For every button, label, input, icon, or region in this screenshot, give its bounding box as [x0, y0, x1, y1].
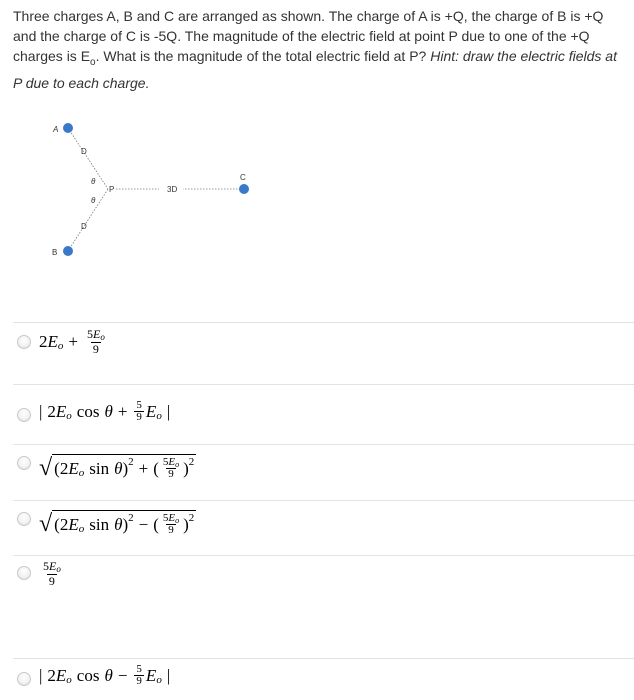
option-math: √ ( 2 E o sin θ ) 2 + ( $\frac{5Eo}{9}$ ) 2: [39, 455, 195, 481]
line-a-p: [68, 128, 108, 189]
answer-option-5[interactable]: [13, 560, 613, 600]
charge-c: [239, 184, 249, 194]
line-b-p: [68, 189, 108, 251]
question-body: Three charges A, B and C are arranged as shown. The charge of A is +Q, the charge of B is +Q and the charge of C is -5Q. The magnitude of the electric field at point P due to one of the +Q charges is E: [13, 8, 604, 64]
option-math: | 2 E o cos θ + $\frac{5}{9}$ E o |: [39, 399, 171, 423]
answer-option-4[interactable]: [13, 508, 613, 558]
divider: [13, 322, 634, 323]
divider: [13, 658, 634, 659]
radio-button[interactable]: [17, 456, 31, 470]
charge-a: [63, 123, 73, 133]
answer-option-6[interactable]: [13, 663, 613, 700]
divider: [13, 444, 634, 445]
option-math: √ ( 2 E o sin θ ) 2 − ( $\frac{5Eo}{9}$ ) 2: [39, 511, 195, 537]
charge-b: [63, 246, 73, 256]
divider: [13, 500, 634, 501]
label-d-bottom: D: [81, 222, 87, 231]
question-text: [13, 6, 625, 93]
option-math: $\frac{5Eo}{9}$: [43, 559, 61, 588]
divider: [13, 555, 634, 556]
label-p: P: [109, 185, 115, 194]
label-d-top: D: [81, 147, 87, 156]
label-c: C: [240, 173, 246, 182]
radio-button[interactable]: [17, 335, 31, 349]
option-math: 2 E o + $\frac{5Eo}{9}$: [39, 327, 105, 356]
label-b: B: [52, 248, 58, 257]
option-math: | 2 E o cos θ − $\frac{5}{9}$ E o |: [39, 663, 171, 687]
question-subscript: o: [90, 56, 96, 68]
radio-button[interactable]: [17, 512, 31, 526]
radio-button[interactable]: [17, 408, 31, 422]
label-theta-bottom: θ: [91, 196, 96, 205]
answer-option-2[interactable]: [13, 400, 613, 440]
radio-button[interactable]: [17, 566, 31, 580]
question-hint: Hint: draw the electric fields at P due to each charge.: [13, 48, 617, 91]
label-3d: 3D: [167, 185, 178, 194]
label-a: A: [53, 125, 59, 134]
radio-button[interactable]: [17, 672, 31, 686]
answer-option-1[interactable]: [13, 326, 613, 382]
charge-diagram: [0, 110, 300, 270]
divider: [13, 384, 634, 385]
question-body-end: . What is the magnitude of the total electric field at P?: [95, 48, 427, 64]
label-theta-top: θ: [91, 177, 96, 186]
answer-option-3[interactable]: [13, 452, 613, 502]
